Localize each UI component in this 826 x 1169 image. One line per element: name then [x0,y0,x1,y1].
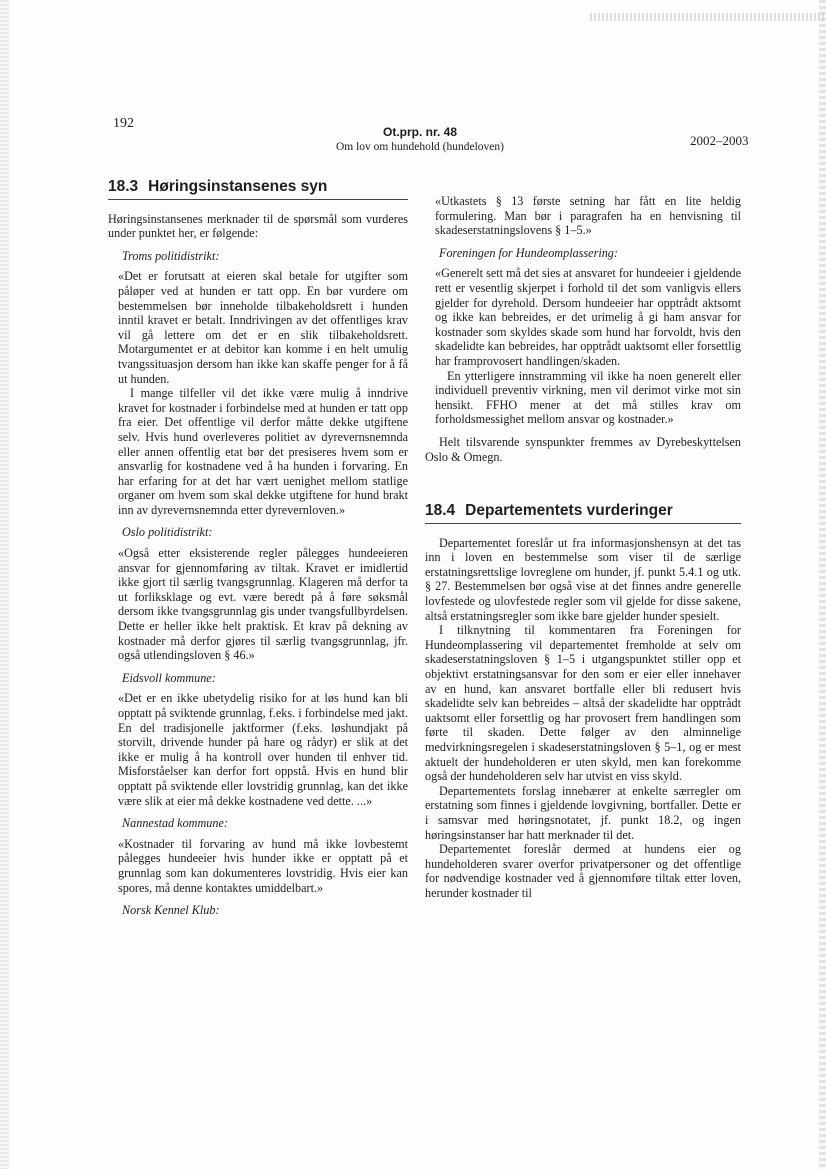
source-fho: Foreningen for Hundeomplassering: [439,245,618,260]
body-paragraph: Departementet foreslår ut fra informasjonshensyn at det tas inn i loven en bestemmelse som viser til de særlige erstatningsrettslige lovreglene om hunder, jf. punkt 5.4.1 og utk. § 27. Bestemmelsen bør også vise at det finnes andre generelle lovfestede og ulovfestede regler som vil gjelde for disse sakene, altså erstatningsregler som ikke bare gjelder hunder spesielt. [425,535,741,623]
closing-remark: Helt tilsvarende synspunkter fremmes av Dyrebeskyttelsen Oslo & Omegn. [425,434,741,464]
session-year: 2002–2003 [690,133,749,148]
body-paragraph: I tilknytning til kommentaren fra Foreningen for Hundeomplassering vil departementet fremholde at selv om skadeserstatningsloven § 1–5 i utgangspunktet stiller opp et objektivt erstatningsansvar for den som er eier eller innehaver av en hund, kan ansvaret bortfalle eller bli redusert hvis skadelidte selv kan bebreides – altså der skadelidte har opptrådt uaktsomt eller forsettlig og har provosert frem handlingen som førte til skaden. Dette følger av den alminnelige medvirkningsregelen i skadeserstatningsloven § 5–1, og er mest aktuelt der hundeholderen er uten skyld, men kan forekomme også der hundeholderen selv har utvist en viss skyld. [425,623,741,784]
document-subtitle: Om lov om hundehold (hundeloven) [335,141,504,153]
scan-edge-top [590,13,826,21]
running-header [300,125,540,153]
scan-edge-right [819,0,826,1169]
section-heading-18-3 [108,180,408,200]
section-title: Departementets vurderinger [465,502,673,520]
quote-eidsvoll [118,691,408,808]
left-column [108,180,408,924]
source-nannestad: Nannestad kommune: [122,816,228,831]
right-column [425,194,741,901]
section-heading-18-4 [425,504,741,524]
quote-paragraph: «Det er forutsatt at eieren skal betale for utgifter som påløper ved at hunden er tatt opp. En bør vurdere om bestemmelsen bør inneholde tilbakeholdsrett i hunden inntil kravet er betalt. Inndrivingen av det offentliges krav vil gå lettere om det er en slik tilbakeholdsrett. Motargumentet er at debitor kan komme i en helt umulig tvangssituasjon dersom han ikke kan skaffe penger for å få ut hunden. [118,269,408,386]
body-paragraph: Departementet foreslår dermed at hundens eier og hundeholderen svarer overfor privatpersoner og det offentlige for nødvendige kostnader ved å gjennomføre tiltak etter loven, herunder kostnader til [425,842,741,900]
quote-oslo [118,546,408,663]
source-troms: Troms politidistrikt: [122,248,220,263]
quote-paragraph: «Det er en ikke ubetydelig risiko for at løs hund kan bli opptatt på sviktende grunnlag, f.eks. i forbindelse med jakt. En del tradisjonelle jaktformer (f.eks. løshundjakt på storvilt, drivende hunder på hare og rådyr) er slik at det ikke er mulig å ha kontroll over hunden til enhver tid. Misforståelser kan derfor fort oppstå. Hvis en hund blir opptatt på sviktende eller lovstridig grunnlag, kan det ikke være slik at eier må dekke kostnadene ved dette. ...» [118,691,408,808]
source-nkk: Norsk Kennel Klub: [122,903,220,918]
body-paragraph: Departementets forslag innebærer at enkelte særregler om erstatning som finnes i gjeldende lovgivning, bortfaller. Dette er i samsvar med høringsnotatet, jf. punkt 18.2, og ingen høringsinstanser har hatt merknader til det. [425,783,741,842]
section-number: 18.4 [425,502,456,520]
quote-paragraph: I mange tilfeller vil det ikke være mulig å inndrive kravet for kostnader i forbindelse med at hunden er tatt opp fra eier. Det offentlige vil derfor måtte dekke utgiftene selv. Hvis hund overleveres politiet av dyrevernsnemnda eller annen offentlig etat bør det presiseres hvem som er ansvarlig for kostnadene ved å ha hunden i forvaring. En har erfaring for at det har vært uenighet mellom statlige organer om hvem som skal dekke utgiftene for hund brakt inn av dyrevernsnemnda etter dyrevernloven.» [118,386,408,517]
page-number: 192 [113,116,134,131]
quote-fho [435,266,741,427]
quote-troms [118,269,408,517]
section-intro: Høringsinstansenes merknader til de spørsmål som vurderes under punktet her, er følgende: [108,211,408,241]
quote-paragraph: «Utkastets § 13 første setning har fått en lite heldig formulering. Man bør i paragrafen ha en henvisning til skadeserstatningslovens § 1–5.» [435,194,741,238]
quote-nannestad [118,837,408,895]
quote-nkk [435,194,741,238]
source-oslo: Oslo politidistrikt: [122,525,213,540]
quote-paragraph: En ytterligere innstramming vil ikke ha noen generelt eller individuell preventiv virkning, men vil derimot virke mot sin hensikt. FFHO mener at det må stilles krav om forholdsmessighet mellom ansvar og kostnader.» [435,368,741,427]
source-eidsvoll: Eidsvoll kommune: [122,670,216,685]
document-title: Ot.prp. nr. 48 [382,125,457,139]
section-title: Høringsinstansenes syn [148,178,328,195]
quote-paragraph: «Kostnader til forvaring av hund må ikke lovbestemt pålegges hundeeier hvis hunder ikke er opptatt på et grunnlag som kan dokumenteres lovstridig. Hvis eier kan spores, må denne kontaktes umiddelbart.» [118,836,408,895]
quote-paragraph: «Også etter eksisterende regler pålegges hundeeieren ansvar for gjennomføring av tiltak. Kravet er imidlertid ikke gjort til særlig tvangsgrunnlag. Klageren må derfor ta ut forliksklage og evt. være beredt på å føre søksmål dersom ikke tvangsgrunnlag gis under tvangsfullbyrdelsen. Dette er heller ikke helt praktisk. Et krav på dekning av kostnader må derfor gjøres til særlig tvangsgrunnlag, jfr. også utlendingsloven § 46.» [118,546,408,663]
section-number: 18.3 [108,178,139,195]
quote-paragraph: «Generelt sett må det sies at ansvaret for hundeeier i gjeldende rett er vesentlig skjerpet i forhold til det som vanligvis ellers gjelder for dyrehold. Dersom hundeeier har opptrådt aktsomt og ikke kan bebreides, er det urimelig å gi ham ansvar for kostnader som skyldes skade som hund har forvoldt, hvis den skadelidte kan bebreides, har opptrådt uaktsomt eller forsettlig har framprovosert handlingen/skaden. [435,266,741,368]
scan-edge-left [0,0,9,1169]
